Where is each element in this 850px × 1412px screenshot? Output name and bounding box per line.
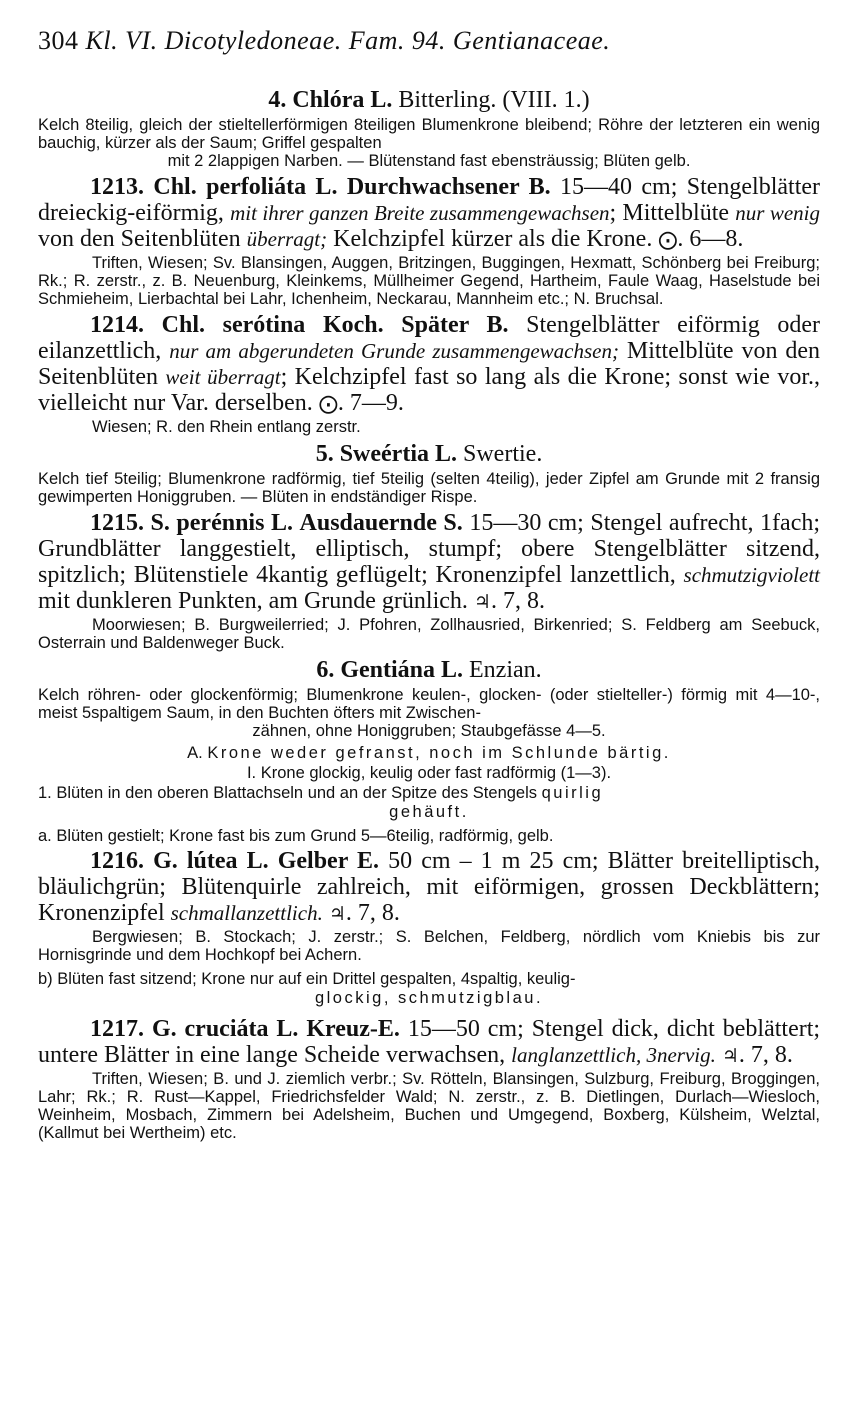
key-text: Krone weder gefranst, noch im Schlunde bärtig. <box>207 744 671 762</box>
flowering-months: . 7—9. <box>337 390 404 416</box>
species-emphasis: schmallanzettlich. <box>170 901 323 925</box>
key-text: b) Blüten fast sitzend; Krone nur auf ein Drittel gespalten, 4spaltig, keulig- <box>38 970 576 988</box>
species-entry-1213 <box>38 174 820 253</box>
genus-heading-sweertia <box>38 440 820 468</box>
species-localities: Triften, Wiesen; Sv. Blansingen, Auggen, Britzingen, Buggingen, Hexmatt, Schönberg bei Freiburg; Rk.; R. zerstr., z. B. Neuenburg, Kleinkems, Müllheimer Gegend, Hartheim, Faule Waag, Haselstude bei Schmieheim, Lierbachtal bei Lahr, Ichenheim, Neckarau, Mannheim etc.; N. Bruchsal. <box>38 254 820 308</box>
genus-heading-gentiana <box>38 656 820 684</box>
species-number: 1217. <box>90 1016 144 1042</box>
species-emphasis: langlanzettlich, 3nervig. <box>511 1043 716 1067</box>
key-lead-b <box>38 970 820 1008</box>
genus-number: 6. <box>316 657 335 683</box>
genus-common-name: Enzian. <box>469 657 542 683</box>
running-title: Kl. VI. Dicotyledoneae. Fam. 94. Gentianaceae. <box>85 26 611 55</box>
species-common-name: Gelber E. <box>277 848 380 874</box>
species-localities: Triften, Wiesen; B. und J. ziemlich verbr.; Sv. Rötteln, Blansingen, Sulzburg, Freiburg, Broggingen, Lahr; Rk.; R. Rust—Kappel, Friedrichsfelder Wald; N. zerstr., z. B. Dietlingen, Durlach—Wiesloch, Weinheim, Mosbach, Zimmern bei Adelsheim, Buchen und Umgegend, Boxberg, Külsheim, Welztal, (Kallmut bei Wertheim) etc. <box>38 1070 820 1142</box>
key-text: 1. Blüten in den oberen Blattachseln und an der Spitze des Stengels <box>38 784 538 802</box>
genus-description-main: Kelch röhren- oder glockenförmig; Blumenkrone keulen-, glocken- (oder stielteller-) förmig mit 4—10-, meist 5spaltigem Saum, in den Buchten öfters mit Zwischen- <box>38 686 820 722</box>
species-common-name: Kreuz-E. <box>306 1016 400 1042</box>
genus-number: 4. <box>268 87 287 113</box>
species-text: ; Kelchzipfel fast so lang als die Krone; sonst wie vor., vielleicht nur Var. derselben. <box>38 364 820 416</box>
species-text: 15—30 cm; Stengel aufrecht, 1fach; Grundblätter langgestielt, elliptisch, stumpf; obere Stengelblätter sitzend, spitzlich; Blütenstiele 4kantig geflügelt; Kronenzipfel lanzettlich, <box>38 510 821 588</box>
running-header <box>38 26 820 56</box>
species-common-name: Ausdauernde S. <box>299 510 463 536</box>
species-text: Stengelblätter eiförmig oder eilanzettlich, <box>38 312 821 364</box>
species-text: 50 cm – 1 m 25 cm; Blätter breitelliptisch, bläulichgrün; Blütenquirle zahlreich, mit eiförmigen, grossen Deckblättern; Kronenzipfel <box>38 848 821 926</box>
species-number: 1214. <box>90 312 144 338</box>
key-lead-a: a. Blüten gestielt; Krone fast bis zum Grund 5—6teilig, radförmig, gelb. <box>38 827 554 845</box>
key-text: Krone glockig, keulig oder fast radförmig (1—3). <box>260 764 612 782</box>
genus-name: Gentiána L. <box>340 657 464 683</box>
species-localities: Bergwiesen; B. Stockach; J. zerstr.; S. Belchen, Feldberg, nördlich vom Kniebis bis zur Hornisgrinde und dem Hochkopf bei Achern. <box>38 928 820 964</box>
perennial-symbol-icon: ♃ <box>473 591 491 613</box>
genus-description <box>38 686 820 740</box>
species-text: ; Mittelblüte <box>609 200 730 226</box>
key-label: I. <box>246 764 257 782</box>
flowering-months: . 6—8. <box>677 226 744 252</box>
species-text: 15—40 cm; Stengelblätter dreieckig-eiförmig, <box>38 174 821 226</box>
species-emphasis: weit überragt <box>165 365 281 389</box>
species-text: Mittelblüte von den Seitenblüten <box>38 338 821 390</box>
species-common-name: Durchwachsener B. <box>346 174 551 200</box>
species-emphasis: schmutzigviolett <box>683 563 820 587</box>
perennial-symbol-icon: ♃ <box>721 1045 739 1067</box>
genus-name: Sweértia L. <box>339 441 457 467</box>
genus-heading-chlora <box>38 86 820 114</box>
species-name: G. cruciáta L. <box>151 1016 299 1042</box>
annual-symbol-icon: ⨀ <box>318 393 338 415</box>
species-localities: Moorwiesen; B. Burgweilerried; J. Pfohren, Zollhausried, Birkenried; S. Feldberg am Seebuck, Osterrain und Baldenweger Buck. <box>38 616 820 652</box>
species-name: Chl. serótina Koch. <box>161 312 384 338</box>
key-emphasis: quirlig <box>541 784 604 802</box>
species-entry-1214 <box>38 312 820 417</box>
key-emphasis: gehäuft. <box>389 803 469 821</box>
species-localities: Wiesen; R. den Rhein entlang zerstr. <box>92 418 361 436</box>
genus-common-name: Bitterling. <box>398 87 497 113</box>
species-common-name: Später B. <box>401 312 509 338</box>
species-text: Kelchzipfel kürzer als die Krone. <box>333 226 653 252</box>
genus-description-last: zähnen, ohne Honiggruben; Staubgefässe 4—5. <box>252 722 606 740</box>
species-name: G. lútea L. <box>153 848 269 874</box>
book-page <box>38 26 820 1146</box>
flowering-months: . 7, 8. <box>345 900 400 926</box>
species-entry-1216 <box>38 848 820 927</box>
species-entry-1217 <box>38 1016 820 1069</box>
species-text: mit dunkleren Punkten, am Grunde grünlich. <box>38 588 468 614</box>
perennial-symbol-icon: ♃ <box>328 903 346 925</box>
key-text-last: glockig, schmutzigblau. <box>314 989 544 1007</box>
genus-description <box>38 116 820 170</box>
species-name: S. perénnis L. <box>150 510 293 536</box>
species-number: 1215. <box>90 510 144 536</box>
species-number: 1216. <box>90 848 144 874</box>
species-text: von den Seitenblüten <box>38 226 241 252</box>
species-entry-1215 <box>38 510 820 615</box>
species-name: Chl. perfoliáta L. <box>153 174 338 200</box>
page-number: 304 <box>38 26 79 55</box>
species-emphasis: mit ihrer ganzen Breite zusammengewachsen <box>230 201 610 225</box>
genus-description-last: mit 2 2lappigen Narben. — Blütenstand fast ebensträussig; Blüten gelb. <box>167 152 691 170</box>
key-label: A. <box>187 744 203 762</box>
genus-number: 5. <box>315 441 334 467</box>
genus-description: Kelch tief 5teilig; Blumenkrone radförmig, tief 5teilig (selten 4teilig), jeder Zipfel am Grunde mit 2 fransig gewimperten Honiggruben. — Blüten in endständiger Rispe. <box>38 470 820 506</box>
genus-name: Chlóra L. <box>292 87 393 113</box>
flowering-months: . 7, 8. <box>490 588 545 614</box>
key-lead-A <box>38 744 820 763</box>
key-lead-I <box>38 764 820 783</box>
flowering-months: . 7, 8. <box>738 1042 793 1068</box>
genus-description-main: Kelch 8teilig, gleich der stieltellerförmigen 8teiligen Blumenkrone bleibend; Röhre der letzteren ein wenig bauchig, kürzer als der Saum; Griffel gespalten <box>38 116 820 152</box>
annual-symbol-icon: ⨀ <box>658 229 678 251</box>
genus-common-name: Swertie. <box>463 441 543 467</box>
species-emphasis: überragt; <box>246 227 328 251</box>
species-text: 15—50 cm; Stengel dick, dicht beblättert; untere Blätter in eine lange Scheide verwachsen, <box>38 1016 821 1068</box>
linnaean-class: (VIII. 1.) <box>502 87 590 113</box>
key-lead-1 <box>38 784 820 822</box>
species-number: 1213. <box>90 174 144 200</box>
species-emphasis: nur wenig <box>735 201 820 225</box>
species-emphasis: nur am abgerundeten Grunde zusammengewachsen; <box>169 339 619 363</box>
